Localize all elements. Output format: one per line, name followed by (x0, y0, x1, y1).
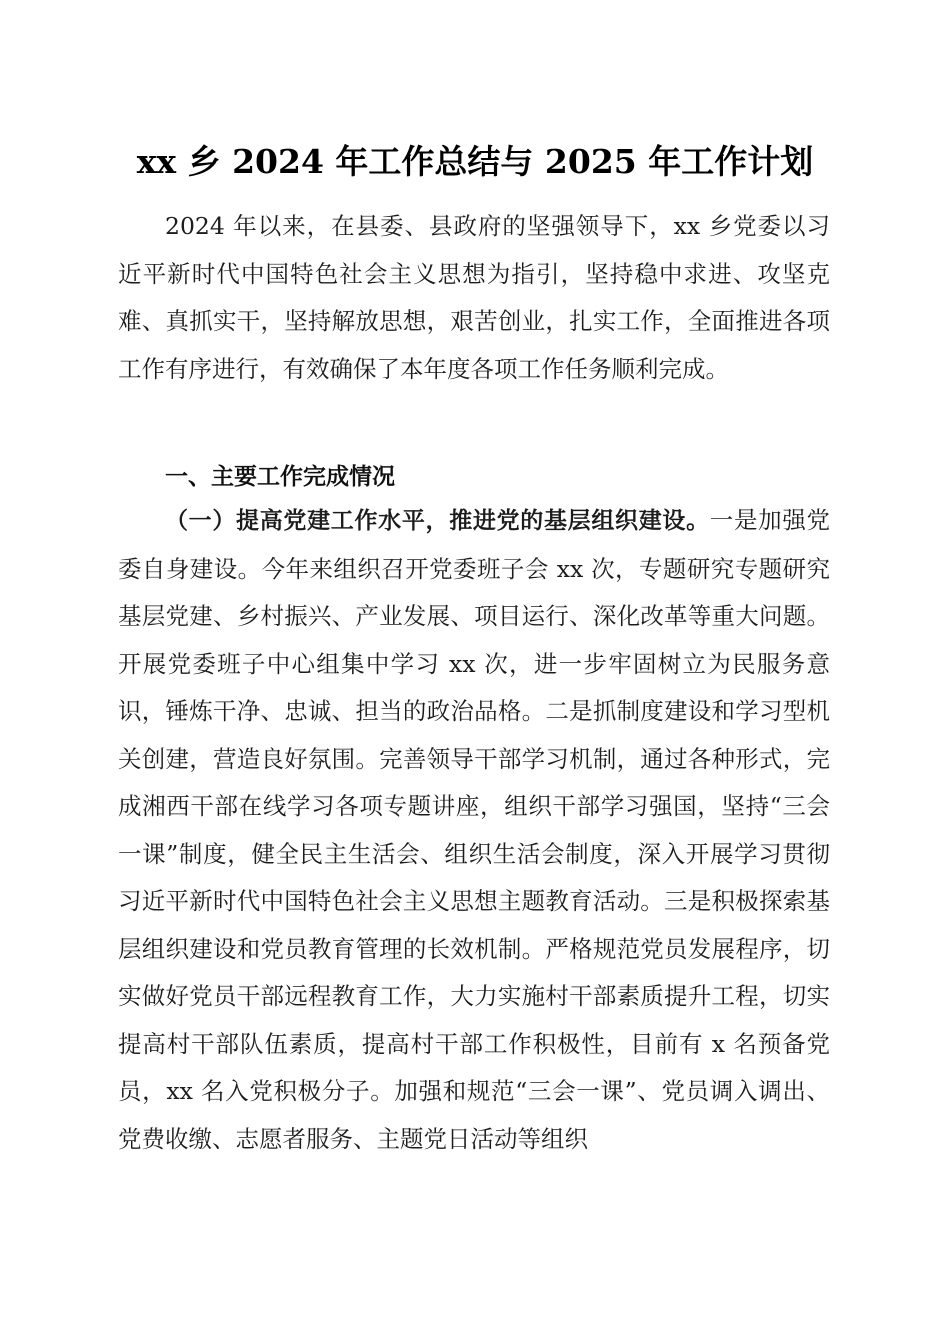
subsection-lead: （一）提高党建工作水平，推进党的基层组织建设。 (165, 508, 710, 534)
section-heading: 一、主要工作完成情况 (165, 464, 395, 490)
intro-paragraph: 2024 年以来，在县委、县政府的坚强领导下，xx 乡党委以习近平新时代中国特色社会主义思想为指引，坚持稳中求进、攻坚克难、真抓实干，坚持解放思想，艰苦创业，扎实工作，全面推进各项工作有序进行，有效确保了本年度各项工作任务顺利完成。 (118, 212, 830, 383)
subsection-paragraph (118, 497, 830, 1163)
subsection-text: 一是加强党委自身建设。今年来组织召开党委班子会 xx 次，专题研究专题研究基层党建、乡村振兴、产业发展、项目运行、深化改革等重大问题。开展党委班子中心组集中学习 xx 次，进一步牢固树立为民服务意识，锤炼干净、忠诚、担当的政治品格。二是抓制度建设和学习型机关创建，营造良好氛围。完善领导干部学习机制，通过各种形式，完成湘西干部在线学习各项专题讲座，组织干部学习强国，坚持“三会一课”制度，健全民主生活会、组织生活会制度，深入开展学习贯彻习近平新时代中国特色社会主义思想主题教育活动。三是积极探索基层组织建设和党员教育管理的长效机制。严格规范党员发展程序，切实做好党员干部远程教育工作，大力实施村干部素质提升工程，切实提高村干部队伍素质，提高村干部工作积极性，目前有 x 名预备党员，xx 名入党积极分子。加强和规范“三会一课”、党员调入调出、党费收缴、志愿者服务、主题党日活动等组织 (118, 506, 831, 1153)
document-title: xx 乡 2024 年工作总结与 2025 年工作计划 (136, 142, 814, 181)
